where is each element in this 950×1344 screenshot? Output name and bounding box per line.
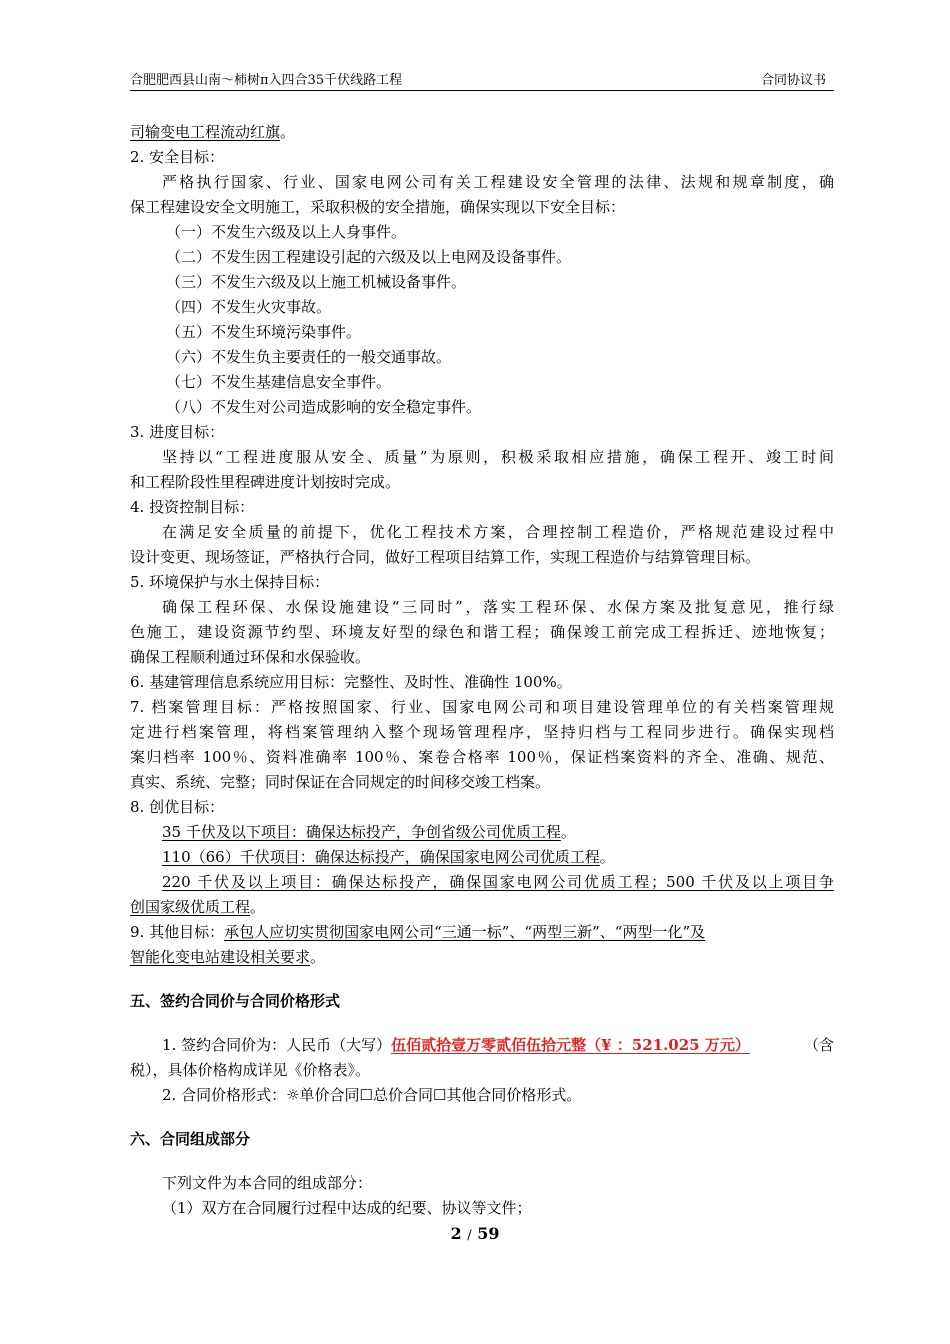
text-line: 确保工程环保、水保设施建设“三同时”，落实工程环保、水保方案及批复意见，推行绿 — [162, 598, 834, 616]
text-line: 税），具体价格构成详见《价格表》。 — [130, 1061, 371, 1079]
list-item: 35 千伏及以下项目：确保达标投产，争创省级公司优质工程。 — [162, 823, 576, 841]
page-header — [130, 66, 834, 91]
list-item: （1）双方在合同履行过程中达成的纪要、协议等文件； — [162, 1199, 532, 1217]
environment-heading: 5. 环境保护与水土保持目标： — [130, 573, 330, 591]
contract-price-line: 1. 签约合同价为：人民币（大写）伍佰贰拾壹万零贰佰伍拾元整（¥ ：521.025 万元） （含 — [162, 1036, 834, 1054]
list-item: 110（66）千伏项目：确保达标投产，确保国家电网公司优质工程。 — [162, 848, 615, 866]
header-doc-title: 合同协议书 — [760, 73, 826, 88]
page-separator: / — [467, 1228, 472, 1243]
list-item: 220 千伏及以上项目：确保达标投产，确保国家电网公司优质工程；500 千伏及以上项目争 — [162, 873, 834, 891]
text-line: 在满足安全质量的前提下，优化工程技术方案，合理控制工程造价，严格规范建设过程中 — [162, 523, 834, 541]
text-line: 设计变更、现场签证，严格执行合同，做好工程项目结算工作，实现工程造价与结算管理目标。 — [130, 548, 761, 566]
list-item: （三）不发生六级及以上施工机械设备事件。 — [166, 273, 467, 291]
price-form-line: 2. 合同价格形式：☼单价合同☐总价合同☐其他合同价格形式。 — [162, 1086, 582, 1104]
text-line: 7. 档案管理目标：严格按照国家、行业、国家电网公司和项目建设管理单位的有关档案管理规 — [130, 698, 834, 716]
text-line: 司输变电工程流动红旗。 — [130, 123, 296, 141]
list-item: （五）不发生环境污染事件。 — [166, 323, 362, 341]
header-project-title: 合肥肥西县山南～柿树π入四合35千伏线路工程 — [130, 73, 403, 88]
text-line: 真实、系统、完整；同时保证在合同规定的时间移交竣工档案。 — [130, 773, 551, 791]
info-system-target: 6. 基建管理信息系统应用目标：完整性、及时性、准确性 100%。 — [130, 673, 572, 691]
other-target: 9. 其他目标：承包人应切实贯彻国家电网公司“三通一标”、“两型三新”、“两型一化”及 — [130, 923, 706, 941]
text-line: 坚持以“工程进度服从安全、质量”为原则，积极采取相应措施，确保工程开、竣工时间 — [162, 448, 834, 466]
progress-heading: 3. 进度目标： — [130, 423, 225, 441]
safety-heading: 2. 安全目标： — [130, 148, 225, 166]
text-line: 智能化变电站建设相关要求。 — [130, 948, 326, 966]
investment-heading: 4. 投资控制目标： — [130, 498, 255, 516]
list-item: （一）不发生六级及以上人身事件。 — [166, 223, 407, 241]
total-pages: 59 — [477, 1224, 500, 1243]
text-line: 色施工，建设资源节约型、环境友好型的绿色和谐工程；确保竣工前完成工程拆迁、迹地恢复； — [130, 623, 834, 641]
list-item: （六）不发生负主要责任的一般交通事故。 — [166, 348, 452, 366]
excellence-heading: 8. 创优目标： — [130, 798, 225, 816]
text-line: 和工程阶段性里程碑进度计划按时完成。 — [130, 473, 401, 491]
list-item: （八）不发生对公司造成影响的安全稳定事件。 — [166, 398, 482, 416]
text-line: 确保工程顺利通过环保和水保验收。 — [130, 648, 371, 666]
section-five-title: 五、签约合同价与合同价格形式 — [130, 992, 341, 1010]
page-number — [0, 1224, 950, 1243]
list-item: （四）不发生火灾事故。 — [166, 298, 332, 316]
text-line: 严格执行国家、行业、国家电网公司有关工程建设安全管理的法律、法规和规章制度，确 — [162, 173, 834, 191]
text-line: 创国家级优质工程。 — [130, 898, 266, 916]
section-six-title: 六、合同组成部分 — [130, 1130, 251, 1148]
text-line: 定进行档案管理，将档案管理纳入整个现场管理程序，坚持归档与工程同步进行。确保实现档 — [130, 723, 834, 741]
list-item: （七）不发生基建信息安全事件。 — [166, 373, 392, 391]
document-body — [130, 120, 834, 1221]
current-page: 2 — [450, 1224, 462, 1243]
contract-price-amount: 伍佰贰拾壹万零贰佰伍拾元整（¥ ：521.025 万元） — [391, 1036, 750, 1054]
list-item: （二）不发生因工程建设引起的六级及以上电网及设备事件。 — [166, 248, 572, 266]
text-line: 下列文件为本合同的组成部分： — [162, 1174, 373, 1192]
text-line: 保工程建设安全文明施工，采取积极的安全措施，确保实现以下安全目标： — [130, 198, 626, 216]
text-line: 案归档率 100％、资料准确率 100％、案卷合格率 100％，保证档案资料的齐全、准确、规范、 — [130, 748, 834, 766]
